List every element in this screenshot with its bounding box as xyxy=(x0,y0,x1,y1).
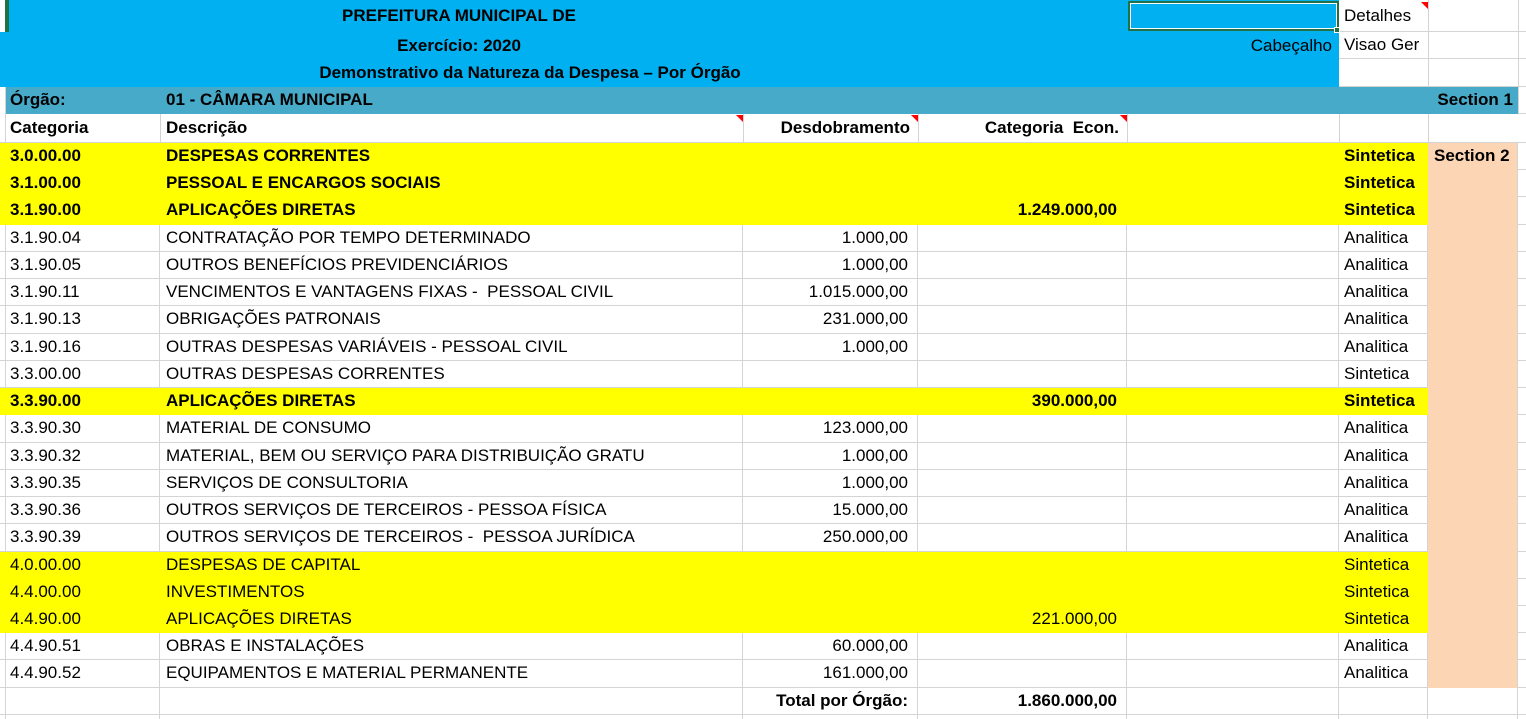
cell-tipo[interactable] xyxy=(1339,688,1428,715)
cell-desdobramento[interactable]: 161.000,00 xyxy=(743,660,918,687)
cell-desdobramento[interactable] xyxy=(743,388,918,415)
cell-rowtail[interactable] xyxy=(1518,524,1526,551)
cell-descricao[interactable]: APLICAÇÕES DIRETAS xyxy=(160,197,743,224)
cell-desdobramento[interactable]: 15.000,00 xyxy=(743,497,918,524)
cell-spacer[interactable] xyxy=(160,715,743,719)
gridline xyxy=(5,114,6,143)
cell-descricao[interactable]: OUTROS SERVIÇOS DE TERCEIROS - PESSOA JURÍDICA xyxy=(160,524,743,551)
comment-indicator-icon xyxy=(1120,115,1127,122)
cell-tipo[interactable]: Analitica xyxy=(1339,497,1428,524)
cell-categoria-econ[interactable] xyxy=(918,660,1127,687)
cell-rowtail[interactable] xyxy=(1518,552,1526,579)
cell-categoria-econ[interactable]: 1.249.000,00 xyxy=(918,197,1127,224)
table-row xyxy=(0,633,1526,660)
cell-desdobramento[interactable]: Total por Órgão: xyxy=(743,688,918,715)
cell-categoria[interactable]: 3.0.00.00 xyxy=(6,143,160,170)
gridline xyxy=(1428,114,1429,143)
cell-rowtail[interactable] xyxy=(1518,606,1526,633)
cell-rowtail[interactable] xyxy=(1518,497,1526,524)
table-row xyxy=(0,497,1526,524)
cell-rowtail[interactable] xyxy=(1518,252,1526,279)
orgao-value[interactable]: 01 - CÂMARA MUNICIPAL xyxy=(166,90,373,109)
cell-section[interactable] xyxy=(1428,606,1518,633)
cell-descricao[interactable]: OUTRAS DESPESAS VARIÁVEIS - PESSOAL CIVIL xyxy=(160,334,743,361)
cell-tipo[interactable]: Sintetica xyxy=(1339,552,1428,579)
cell-section[interactable] xyxy=(1428,334,1518,361)
cell-categoria-econ[interactable] xyxy=(918,633,1127,660)
cell-tipo[interactable]: Analitica xyxy=(1339,306,1428,333)
cell-section[interactable] xyxy=(1428,197,1518,224)
cell-spacer[interactable] xyxy=(1127,279,1339,306)
gridline xyxy=(1339,58,1526,59)
cell-spacer[interactable] xyxy=(1127,688,1339,715)
selected-cell[interactable] xyxy=(1128,1,1339,31)
detalhes-cell[interactable]: Detalhes xyxy=(1344,6,1412,25)
table-row xyxy=(0,306,1526,333)
fill-handle[interactable] xyxy=(1334,27,1340,33)
cell-section[interactable]: Section 2 xyxy=(1428,143,1518,170)
cell-categoria[interactable]: 3.3.90.00 xyxy=(6,388,160,415)
cell-section[interactable] xyxy=(1428,579,1518,606)
table-row xyxy=(0,552,1526,579)
table-row xyxy=(0,225,1526,252)
cell-section[interactable] xyxy=(1428,170,1518,197)
table-row xyxy=(0,524,1526,551)
cell-desdobramento[interactable]: 1.000,00 xyxy=(743,252,918,279)
cell-descricao[interactable]: OBRIGAÇÕES PATRONAIS xyxy=(160,306,743,333)
cell-tipo[interactable]: Analitica xyxy=(1339,443,1428,470)
cell-desdobramento[interactable] xyxy=(743,606,918,633)
cell-categoria[interactable]: 3.1.90.00 xyxy=(6,197,160,224)
cell-categoria[interactable]: 3.3.90.36 xyxy=(6,497,160,524)
cell-section[interactable] xyxy=(1428,688,1518,715)
cell-categoria-econ[interactable] xyxy=(918,225,1127,252)
cell-desdobramento[interactable] xyxy=(743,197,918,224)
cell-tipo[interactable]: Analitica xyxy=(1339,279,1428,306)
cell-rowtail[interactable] xyxy=(1518,143,1526,170)
cell-descricao[interactable]: CONTRATAÇÃO POR TEMPO DETERMINADO xyxy=(160,225,743,252)
cell-section[interactable] xyxy=(1428,279,1518,306)
cell-rowtail[interactable] xyxy=(1518,443,1526,470)
cell-rowtail[interactable] xyxy=(1518,361,1526,388)
cell-spacer[interactable] xyxy=(1127,143,1339,170)
orgao-label[interactable]: Órgão: xyxy=(10,90,66,109)
gridline xyxy=(1518,0,1519,114)
cell-tipo[interactable]: Analitica xyxy=(1339,633,1428,660)
cell-tipo[interactable]: Analitica xyxy=(1339,660,1428,687)
cell-categoria[interactable]: 3.1.90.11 xyxy=(6,279,160,306)
cell-spacer[interactable] xyxy=(743,715,918,719)
cell-categoria-econ[interactable] xyxy=(918,306,1127,333)
cell-rowtail[interactable] xyxy=(1518,415,1526,442)
cell-desdobramento[interactable] xyxy=(743,552,918,579)
cell-tipo[interactable]: Sintetica xyxy=(1339,388,1428,415)
cell-rowtail[interactable] xyxy=(1518,633,1526,660)
cell-categoria[interactable]: 4.4.90.00 xyxy=(6,606,160,633)
col-header-categoria[interactable]: Categoria xyxy=(10,118,89,137)
cell-tipo[interactable]: Sintetica xyxy=(1339,143,1428,170)
cell-section[interactable] xyxy=(1428,252,1518,279)
cell-categoria[interactable]: 3.1.90.16 xyxy=(6,334,160,361)
cell-spacer[interactable] xyxy=(1127,415,1339,442)
cell-spacer[interactable] xyxy=(1127,443,1339,470)
cell-tipo[interactable]: Sintetica xyxy=(1339,361,1428,388)
table-row xyxy=(0,606,1526,633)
cell-desdobramento[interactable]: 1.015.000,00 xyxy=(743,279,918,306)
cell-descricao[interactable]: MATERIAL DE CONSUMO xyxy=(160,415,743,442)
cell-spacer[interactable] xyxy=(1127,497,1339,524)
cell-spacer[interactable] xyxy=(1127,306,1339,333)
cell-rowtail[interactable] xyxy=(1518,197,1526,224)
cell-categoria-econ[interactable] xyxy=(918,497,1127,524)
cell-desdobramento[interactable] xyxy=(743,170,918,197)
cell-section[interactable] xyxy=(1428,633,1518,660)
cell-descricao[interactable]: APLICAÇÕES DIRETAS xyxy=(160,606,743,633)
cell-spacer[interactable] xyxy=(1127,334,1339,361)
cell-categoria-econ[interactable]: 1.860.000,00 xyxy=(918,688,1127,715)
cell-spacer[interactable] xyxy=(1127,361,1339,388)
report-exercise[interactable]: Exercício: 2020 xyxy=(397,36,521,55)
table-row xyxy=(0,579,1526,606)
table-row xyxy=(0,170,1526,197)
table-row xyxy=(0,143,1526,170)
cell-section[interactable] xyxy=(1428,443,1518,470)
cell-desdobramento[interactable]: 60.000,00 xyxy=(743,633,918,660)
cell-desdobramento[interactable] xyxy=(743,579,918,606)
cell-desdobramento[interactable]: 1.000,00 xyxy=(743,443,918,470)
cell-rowtail[interactable] xyxy=(1518,306,1526,333)
cell-section[interactable] xyxy=(1428,497,1518,524)
table-row xyxy=(0,688,1526,715)
cell-tipo[interactable]: Analitica xyxy=(1339,334,1428,361)
cell-section[interactable] xyxy=(1428,524,1518,551)
cell-section[interactable] xyxy=(1428,361,1518,388)
col-header-desdobramento[interactable]: Desdobramento xyxy=(780,118,910,137)
cell-categoria[interactable]: 4.0.00.00 xyxy=(6,552,160,579)
cell-spacer[interactable] xyxy=(1127,225,1339,252)
comment-indicator-icon xyxy=(1421,2,1428,9)
report-title[interactable]: PREFEITURA MUNICIPAL DE xyxy=(342,6,576,25)
cell-categoria[interactable]: 3.3.00.00 xyxy=(6,361,160,388)
cell-descricao[interactable]: SERVIÇOS DE CONSULTORIA xyxy=(160,470,743,497)
cell-categoria-econ[interactable] xyxy=(918,279,1127,306)
cell-descricao[interactable]: OUTRAS DESPESAS CORRENTES xyxy=(160,361,743,388)
cell-section[interactable] xyxy=(1428,552,1518,579)
table-row xyxy=(0,443,1526,470)
cell-categoria-econ[interactable] xyxy=(918,443,1127,470)
cell-categoria-econ[interactable] xyxy=(918,334,1127,361)
cabecalho-label[interactable]: Cabeçalho xyxy=(1250,36,1332,55)
cell-descricao[interactable]: INVESTIMENTOS xyxy=(160,579,743,606)
gridline xyxy=(1428,0,1429,87)
cell-descricao[interactable]: VENCIMENTOS E VANTAGENS FIXAS - PESSOAL CIVIL xyxy=(160,279,743,306)
cell-tipo[interactable]: Sintetica xyxy=(1339,579,1428,606)
cell-tipo[interactable]: Analitica xyxy=(1339,415,1428,442)
cell-section[interactable] xyxy=(1428,660,1518,687)
cell-categoria-econ[interactable] xyxy=(918,470,1127,497)
cell-spacer[interactable] xyxy=(1127,388,1339,415)
cell-categoria-econ[interactable]: 390.000,00 xyxy=(918,388,1127,415)
cell-rowtail[interactable] xyxy=(1518,388,1526,415)
cell-desdobramento[interactable]: 250.000,00 xyxy=(743,524,918,551)
cell-desdobramento[interactable]: 1.000,00 xyxy=(743,225,918,252)
cell-rowtail[interactable] xyxy=(1518,279,1526,306)
cell-categoria-econ[interactable] xyxy=(918,415,1127,442)
gridline xyxy=(1127,114,1128,143)
cell-spacer[interactable] xyxy=(1127,170,1339,197)
cell-spacer[interactable] xyxy=(918,715,1127,719)
cell-categoria[interactable]: 3.3.90.35 xyxy=(6,470,160,497)
comment-indicator-icon xyxy=(911,115,918,122)
cell-desdobramento[interactable]: 1.000,00 xyxy=(743,334,918,361)
cell-categoria[interactable]: 3.3.90.32 xyxy=(6,443,160,470)
cell-categoria-econ[interactable] xyxy=(918,252,1127,279)
cell-descricao[interactable]: DESPESAS DE CAPITAL xyxy=(160,552,743,579)
gridline xyxy=(1339,114,1340,143)
cell-descricao[interactable]: OUTROS SERVIÇOS DE TERCEIROS - PESSOA FÍSICA xyxy=(160,497,743,524)
cell-spacer[interactable] xyxy=(1127,633,1339,660)
cell-categoria-econ[interactable] xyxy=(918,143,1127,170)
cell-spacer[interactable] xyxy=(1127,252,1339,279)
cell-spacer[interactable] xyxy=(1339,715,1428,719)
cell-rowtail[interactable] xyxy=(1518,579,1526,606)
table-body xyxy=(0,143,1526,719)
cell-rowtail[interactable] xyxy=(1518,660,1526,687)
cell-desdobramento[interactable]: 231.000,00 xyxy=(743,306,918,333)
cell-tipo[interactable]: Analitica xyxy=(1339,225,1428,252)
table-row xyxy=(0,197,1526,224)
cell-tipo[interactable]: Sintetica xyxy=(1339,606,1428,633)
cell-tipo[interactable]: Sintetica xyxy=(1339,170,1428,197)
cell-categoria-econ[interactable]: 221.000,00 xyxy=(918,606,1127,633)
cell-spacer[interactable] xyxy=(1127,715,1339,719)
cell-descricao[interactable]: EQUIPAMENTOS E MATERIAL PERMANENTE xyxy=(160,660,743,687)
table-row xyxy=(0,279,1526,306)
cell-spacer[interactable] xyxy=(1127,197,1339,224)
cell-spacer[interactable] xyxy=(1127,524,1339,551)
cell-tipo[interactable]: Sintetica xyxy=(1339,197,1428,224)
cell-categoria-econ[interactable] xyxy=(918,579,1127,606)
cell-categoria[interactable]: 3.1.00.00 xyxy=(6,170,160,197)
cell-categoria-econ[interactable] xyxy=(918,524,1127,551)
cell-categoria-econ[interactable] xyxy=(918,170,1127,197)
cell-categoria[interactable]: 3.3.90.39 xyxy=(6,524,160,551)
cell-tipo[interactable]: Analitica xyxy=(1339,524,1428,551)
col-header-categoria-econ[interactable]: Categoria Econ. xyxy=(984,118,1119,137)
cell-rowtail[interactable] xyxy=(1518,334,1526,361)
table-row xyxy=(0,470,1526,497)
cell-descricao[interactable]: OUTROS BENEFÍCIOS PREVIDENCIÁRIOS xyxy=(160,252,743,279)
cell-spacer[interactable] xyxy=(1127,579,1339,606)
cell-categoria[interactable] xyxy=(6,688,160,715)
gridline xyxy=(160,114,161,143)
cell-spacer[interactable] xyxy=(1127,606,1339,633)
cell-categoria[interactable]: 4.4.00.00 xyxy=(6,579,160,606)
cell-descricao[interactable]: APLICAÇÕES DIRETAS xyxy=(160,388,743,415)
cell-categoria-econ[interactable] xyxy=(918,361,1127,388)
visao-geral-cell[interactable]: Visao Ger xyxy=(1344,35,1420,54)
cell-section[interactable] xyxy=(1428,225,1518,252)
cell-section[interactable] xyxy=(1428,470,1518,497)
comment-indicator-icon xyxy=(736,115,743,122)
cell-descricao[interactable]: OBRAS E INSTALAÇÕES xyxy=(160,633,743,660)
col-header-descricao[interactable]: Descrição xyxy=(166,118,248,137)
cell-descricao[interactable]: PESSOAL E ENCARGOS SOCIAIS xyxy=(160,170,743,197)
cell-descricao[interactable] xyxy=(160,688,743,715)
cell-tipo[interactable]: Analitica xyxy=(1339,252,1428,279)
cell-rowtail[interactable] xyxy=(1518,225,1526,252)
cell-desdobramento[interactable]: 1.000,00 xyxy=(743,470,918,497)
cell-spacer[interactable] xyxy=(6,715,160,719)
table-row xyxy=(0,388,1526,415)
cell-descricao[interactable]: DESPESAS CORRENTES xyxy=(160,143,743,170)
cell-categoria-econ[interactable] xyxy=(918,552,1127,579)
cell-section[interactable] xyxy=(1428,415,1518,442)
cell-categoria[interactable]: 4.4.90.51 xyxy=(6,633,160,660)
cell-tipo[interactable]: Analitica xyxy=(1339,470,1428,497)
cell-rowtail[interactable] xyxy=(1518,688,1526,715)
table-row xyxy=(0,334,1526,361)
table-row xyxy=(0,715,1526,719)
cell-descricao[interactable]: MATERIAL, BEM OU SERVIÇO PARA DISTRIBUIÇÃO GRATU xyxy=(160,443,743,470)
cell-spacer[interactable] xyxy=(1127,470,1339,497)
gridline xyxy=(5,87,6,114)
cell-categoria[interactable]: 3.1.90.04 xyxy=(6,225,160,252)
gridline xyxy=(1518,113,1526,114)
cell-categoria[interactable]: 4.4.90.52 xyxy=(6,660,160,687)
cell-section[interactable] xyxy=(1428,306,1518,333)
cell-desdobramento[interactable] xyxy=(743,143,918,170)
table-row xyxy=(0,660,1526,687)
cell-spacer[interactable] xyxy=(1127,660,1339,687)
cell-spacer[interactable] xyxy=(1428,715,1518,719)
cell-spacer[interactable] xyxy=(1127,552,1339,579)
table-row xyxy=(0,361,1526,388)
section1-label[interactable]: Section 1 xyxy=(1437,90,1513,109)
cell-desdobramento[interactable] xyxy=(743,361,918,388)
cell-categoria[interactable]: 3.1.90.05 xyxy=(6,252,160,279)
report-subtitle[interactable]: Demonstrativo da Natureza da Despesa – Por Órgão xyxy=(319,63,741,82)
cell-categoria[interactable]: 3.3.90.30 xyxy=(6,415,160,442)
table-row xyxy=(0,252,1526,279)
cell-section[interactable] xyxy=(1428,388,1518,415)
cell-spacer[interactable] xyxy=(1518,715,1526,719)
table-row xyxy=(0,415,1526,442)
cell-rowtail[interactable] xyxy=(1518,470,1526,497)
cell-rowtail[interactable] xyxy=(1518,170,1526,197)
cell-desdobramento[interactable]: 123.000,00 xyxy=(743,415,918,442)
cell-categoria[interactable]: 3.1.90.13 xyxy=(6,306,160,333)
